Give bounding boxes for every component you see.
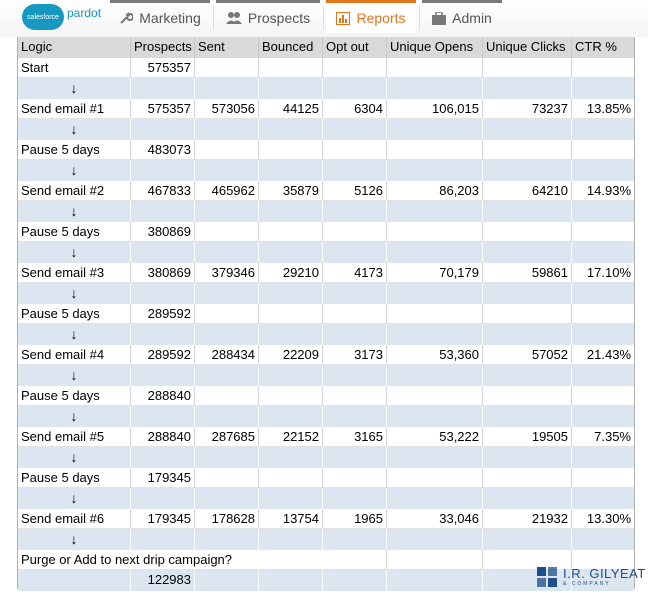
cell-unique-clicks[interactable]: [483, 304, 572, 325]
cell-unique-opens[interactable]: [387, 406, 483, 427]
cell-ctr[interactable]: [572, 386, 634, 407]
cell-prospects[interactable]: 467833: [131, 181, 195, 202]
cell-unique-opens[interactable]: [387, 447, 483, 468]
flow-arrow-icon[interactable]: ↓: [18, 242, 131, 263]
cell-opt-out[interactable]: [323, 529, 387, 550]
cell-ctr[interactable]: [572, 140, 634, 161]
cell-ctr[interactable]: [572, 365, 634, 386]
cell-unique-clicks[interactable]: [483, 78, 572, 99]
cell-ctr[interactable]: [572, 406, 634, 427]
cell-logic[interactable]: Pause 5 days: [18, 222, 131, 243]
cell-prospects[interactable]: 179345: [131, 509, 195, 530]
cell-unique-opens[interactable]: [387, 529, 483, 550]
cell-unique-clicks[interactable]: 59861: [483, 263, 572, 284]
cell-ctr[interactable]: [572, 242, 634, 263]
cell-prospects[interactable]: 288840: [131, 386, 195, 407]
cell-opt-out[interactable]: 4173: [323, 263, 387, 284]
cell-sent[interactable]: [195, 488, 259, 509]
cell-prospects[interactable]: [131, 447, 195, 468]
cell-ctr[interactable]: [572, 447, 634, 468]
pardot-wordmark: pardot: [67, 6, 102, 20]
cell-ctr[interactable]: [572, 58, 634, 79]
cell-sent[interactable]: [195, 570, 259, 591]
cell-prospects[interactable]: 380869: [131, 222, 195, 243]
table-row: [18, 263, 634, 284]
tab-marketing[interactable]: Marketing: [110, 0, 210, 33]
cell-unique-clicks[interactable]: [483, 447, 572, 468]
cell-unique-clicks[interactable]: 21932: [483, 509, 572, 530]
cell-ctr[interactable]: [572, 160, 634, 181]
cell-opt-out[interactable]: [323, 570, 387, 591]
cell-unique-clicks[interactable]: [483, 119, 572, 140]
cell-prospects[interactable]: 179345: [131, 468, 195, 489]
table-row: [18, 468, 634, 489]
header-logic[interactable]: Logic: [18, 37, 131, 58]
cell-sent[interactable]: [195, 324, 259, 345]
header-bounced[interactable]: Bounced: [259, 37, 323, 58]
cell-opt-out[interactable]: 3165: [323, 427, 387, 448]
cell-bounced[interactable]: [259, 160, 323, 181]
cell-unique-opens[interactable]: [387, 365, 483, 386]
cell-ctr[interactable]: 13.30%: [586, 510, 631, 526]
cell-prospects[interactable]: [131, 201, 195, 222]
cell-prospects[interactable]: 289592: [131, 304, 195, 325]
arrow-row: [18, 447, 634, 468]
cell-unique-opens[interactable]: [387, 304, 483, 325]
cell-unique-opens[interactable]: [387, 468, 483, 489]
cell-unique-opens[interactable]: 33,046: [387, 509, 483, 530]
cell-opt-out[interactable]: [323, 140, 387, 161]
header-row: [18, 37, 634, 58]
gilyeat-name: I.R. GILYEAT: [563, 566, 646, 581]
cell-unique-clicks[interactable]: [483, 488, 572, 509]
cell-opt-out[interactable]: [323, 324, 387, 345]
cell-prospects[interactable]: [131, 406, 195, 427]
cell-sent[interactable]: [195, 304, 259, 325]
flow-arrow-icon[interactable]: ↓: [18, 160, 131, 181]
cell-bounced[interactable]: [259, 488, 323, 509]
cell-opt-out[interactable]: [323, 386, 387, 407]
cell-bounced[interactable]: [259, 550, 323, 571]
cell-unique-opens[interactable]: [387, 78, 483, 99]
cell-bounced[interactable]: 29210: [259, 263, 323, 284]
cell-bounced[interactable]: 44125: [259, 99, 323, 120]
cell-ctr[interactable]: [572, 119, 634, 140]
cell-bounced[interactable]: [259, 78, 323, 99]
cell-logic[interactable]: [18, 570, 131, 591]
cell-bounced[interactable]: [259, 365, 323, 386]
cell-unique-opens[interactable]: [387, 222, 483, 243]
cell-sent[interactable]: 288434: [195, 345, 259, 366]
cell-opt-out[interactable]: [323, 488, 387, 509]
cell-bounced[interactable]: 35879: [259, 181, 323, 202]
gilyeat-mark-icon: [537, 567, 557, 587]
cell-sent[interactable]: [195, 119, 259, 140]
cell-logic[interactable]: Send email #2: [18, 181, 131, 202]
cell-unique-clicks[interactable]: [483, 283, 572, 304]
cell-bounced[interactable]: [259, 242, 323, 263]
cell-sent[interactable]: [195, 160, 259, 181]
header-ctr[interactable]: CTR %: [575, 39, 617, 54]
flow-arrow-icon[interactable]: ↓: [18, 365, 131, 386]
cell-sent[interactable]: [195, 406, 259, 427]
cell-bounced[interactable]: [259, 570, 323, 591]
cell-unique-clicks[interactable]: [483, 58, 572, 79]
cell-bounced[interactable]: [259, 304, 323, 325]
cell-unique-opens[interactable]: 86,203: [387, 181, 483, 202]
cell-opt-out[interactable]: [323, 119, 387, 140]
cell-sent[interactable]: [195, 201, 259, 222]
cell-unique-clicks[interactable]: [483, 406, 572, 427]
arrow-row: [18, 365, 634, 386]
cell-opt-out[interactable]: 6304: [323, 99, 387, 120]
cell-unique-opens[interactable]: [387, 140, 483, 161]
cell-prospects[interactable]: [131, 324, 195, 345]
cell-sent[interactable]: [195, 365, 259, 386]
cell-prospects[interactable]: [131, 283, 195, 304]
cell-ctr[interactable]: [572, 324, 634, 345]
cell-sent[interactable]: [195, 468, 259, 489]
users-icon: [226, 11, 242, 25]
arrow-row: [18, 324, 634, 345]
cell-unique-opens[interactable]: [387, 386, 483, 407]
cell-unique-opens[interactable]: [387, 550, 483, 571]
cell-opt-out[interactable]: [323, 242, 387, 263]
arrow-row: [18, 242, 634, 263]
cell-bounced[interactable]: [259, 140, 323, 161]
cell-unique-opens[interactable]: 53,360: [387, 345, 483, 366]
cell-unique-opens[interactable]: [387, 58, 483, 79]
header-sent[interactable]: Sent: [195, 37, 259, 58]
cell-bounced[interactable]: [259, 529, 323, 550]
wrench-icon: [119, 11, 133, 25]
cell-opt-out[interactable]: 3173: [323, 345, 387, 366]
arrow-row: [18, 201, 634, 222]
table-row: [18, 427, 634, 448]
cell-ctr[interactable]: [572, 222, 634, 243]
table-row: [18, 99, 634, 120]
cell-ctr[interactable]: 13.85%: [586, 100, 631, 116]
cell-unique-clicks[interactable]: [483, 222, 572, 243]
cell-unique-opens[interactable]: [387, 488, 483, 509]
cell-logic[interactable]: Pause 5 days: [18, 468, 131, 489]
drip-campaign-sheet: [17, 37, 635, 589]
cell-unique-opens[interactable]: 70,179: [387, 263, 483, 284]
cell-logic[interactable]: Pause 5 days: [18, 386, 131, 407]
cell-opt-out[interactable]: [323, 365, 387, 386]
cell-ctr[interactable]: 21.43%: [586, 346, 631, 362]
flow-arrow-icon[interactable]: ↓: [18, 324, 131, 345]
cell-unique-clicks[interactable]: [483, 201, 572, 222]
cell-logic[interactable]: Send email #5: [18, 427, 131, 448]
arrow-row: [18, 283, 634, 304]
cell-ctr[interactable]: [572, 529, 634, 550]
table-row: [18, 58, 634, 79]
cell-sent[interactable]: [195, 283, 259, 304]
table-row: [18, 222, 634, 243]
cell-unique-clicks[interactable]: [483, 242, 572, 263]
cell-prospects[interactable]: [131, 119, 195, 140]
cell-opt-out[interactable]: [323, 406, 387, 427]
cell-opt-out[interactable]: [323, 447, 387, 468]
flow-arrow-icon[interactable]: ↓: [18, 406, 131, 427]
cell-unique-clicks[interactable]: [483, 160, 572, 181]
arrow-row: [18, 488, 634, 509]
cell-sent[interactable]: [195, 386, 259, 407]
cell-logic[interactable]: Send email #3: [18, 263, 131, 284]
cell-prospects[interactable]: [131, 160, 195, 181]
cell-logic[interactable]: Send email #4: [18, 345, 131, 366]
cell-ctr[interactable]: 7.35%: [594, 428, 631, 444]
cell-opt-out[interactable]: [323, 222, 387, 243]
cell-unique-clicks[interactable]: [483, 468, 572, 489]
flow-arrow-icon[interactable]: ↓: [18, 119, 131, 140]
cell-prospects[interactable]: 575357: [131, 99, 195, 120]
cell-opt-out[interactable]: [323, 468, 387, 489]
cell-bounced[interactable]: [259, 283, 323, 304]
cell-opt-out[interactable]: [323, 201, 387, 222]
cell-bounced[interactable]: [259, 222, 323, 243]
cell-unique-opens[interactable]: 53,222: [387, 427, 483, 448]
cell-unique-clicks[interactable]: 64210: [483, 181, 572, 202]
cell-bounced[interactable]: [259, 386, 323, 407]
table-row: [18, 304, 634, 325]
flow-arrow-icon[interactable]: ↓: [18, 201, 131, 222]
cell-unique-clicks[interactable]: 73237: [483, 99, 572, 120]
cell-bounced[interactable]: [259, 406, 323, 427]
cell-logic[interactable]: Pause 5 days: [18, 140, 131, 161]
table-row: [18, 386, 634, 407]
cell-prospects[interactable]: [131, 242, 195, 263]
cell-ctr[interactable]: [572, 304, 634, 325]
cell-unique-clicks[interactable]: [483, 140, 572, 161]
cell-bounced[interactable]: [259, 468, 323, 489]
cell-bounced[interactable]: [259, 119, 323, 140]
cell-sent[interactable]: 573056: [195, 99, 259, 120]
arrow-row: [18, 160, 634, 181]
cell-unique-opens[interactable]: [387, 160, 483, 181]
tab-admin[interactable]: Admin: [422, 0, 502, 33]
cell-prospects[interactable]: 122983: [131, 570, 195, 591]
cell-unique-opens[interactable]: 106,015: [387, 99, 483, 120]
arrow-row: [18, 406, 634, 427]
cell-ctr[interactable]: [572, 468, 634, 489]
flow-arrow-icon[interactable]: ↓: [18, 447, 131, 468]
arrow-row: [18, 119, 634, 140]
cell-unique-opens[interactable]: [387, 324, 483, 345]
cell-sent[interactable]: 465962: [195, 181, 259, 202]
table-row: [18, 140, 634, 161]
cell-logic[interactable]: Pause 5 days: [18, 304, 131, 325]
cell-prospects[interactable]: 288840: [131, 427, 195, 448]
briefcase-icon: [432, 12, 446, 25]
cell-prospects[interactable]: 575357: [131, 58, 195, 79]
header-unique-opens[interactable]: Unique Opens: [387, 37, 483, 58]
cell-ctr[interactable]: [572, 78, 634, 99]
cell-bounced[interactable]: 13754: [259, 509, 323, 530]
cell-opt-out[interactable]: [323, 550, 387, 571]
gilyeat-sub: & COMPANY: [563, 581, 611, 587]
cell-sent[interactable]: [195, 78, 259, 99]
cell-ctr[interactable]: [572, 488, 634, 509]
cell-prospects[interactable]: [131, 488, 195, 509]
table-row: [18, 509, 634, 530]
cell-sent[interactable]: [195, 222, 259, 243]
header-unique-clicks[interactable]: Unique Clicks: [483, 37, 572, 58]
flow-arrow-icon[interactable]: ↓: [18, 529, 131, 550]
cell-sent[interactable]: [195, 447, 259, 468]
cell-bounced[interactable]: [259, 201, 323, 222]
table-row: [18, 345, 634, 366]
app-nav-bar: [0, 0, 648, 37]
tab-reports[interactable]: Reports: [326, 0, 416, 33]
cell-unique-opens[interactable]: [387, 201, 483, 222]
cell-opt-out[interactable]: 5126: [323, 181, 387, 202]
cell-bounced[interactable]: [259, 447, 323, 468]
cell-logic[interactable]: Purge or Add to next drip campaign?: [21, 551, 233, 567]
cell-ctr[interactable]: 17.10%: [586, 264, 631, 280]
cell-logic[interactable]: Start: [18, 58, 131, 79]
cell-ctr[interactable]: [572, 201, 634, 222]
cell-unique-opens[interactable]: [387, 242, 483, 263]
cell-sent[interactable]: [195, 58, 259, 79]
arrow-row: [18, 529, 634, 550]
cell-prospects[interactable]: [131, 78, 195, 99]
table-row: [18, 181, 634, 202]
bar-chart-icon: [336, 12, 350, 25]
header-prospects[interactable]: Prospects: [131, 37, 195, 58]
cell-prospects[interactable]: [131, 529, 195, 550]
ir-gilyeat-logo: [537, 566, 646, 587]
cell-opt-out[interactable]: [323, 283, 387, 304]
cell-sent[interactable]: [195, 529, 259, 550]
header-opt-out[interactable]: Opt out: [323, 37, 387, 58]
pardot-logo[interactable]: [22, 4, 101, 30]
cell-unique-opens[interactable]: [387, 570, 483, 591]
cell-bounced[interactable]: 22152: [259, 427, 323, 448]
cell-prospects[interactable]: 380869: [131, 263, 195, 284]
cell-prospects[interactable]: 483073: [131, 140, 195, 161]
flow-arrow-icon[interactable]: ↓: [18, 283, 131, 304]
arrow-row: [18, 78, 634, 99]
cell-ctr[interactable]: 14.93%: [586, 182, 631, 198]
cell-opt-out[interactable]: [323, 58, 387, 79]
cell-unique-opens[interactable]: [387, 283, 483, 304]
cell-bounced[interactable]: [259, 324, 323, 345]
cell-unique-clicks[interactable]: [483, 386, 572, 407]
tab-prospects[interactable]: Prospects: [216, 0, 320, 33]
cell-unique-clicks[interactable]: [483, 365, 572, 386]
cell-bounced[interactable]: [259, 58, 323, 79]
cell-unique-clicks[interactable]: [483, 324, 572, 345]
cell-unique-opens[interactable]: [387, 119, 483, 140]
cell-opt-out[interactable]: [323, 304, 387, 325]
cell-prospects[interactable]: [131, 365, 195, 386]
cell-logic[interactable]: Send email #1: [18, 99, 131, 120]
flow-arrow-icon[interactable]: ↓: [18, 488, 131, 509]
cell-opt-out[interactable]: [323, 160, 387, 181]
cell-opt-out[interactable]: 1965: [323, 509, 387, 530]
cell-prospects[interactable]: 289592: [131, 345, 195, 366]
cell-unique-clicks[interactable]: [483, 529, 572, 550]
cell-unique-clicks[interactable]: 57052: [483, 345, 572, 366]
cell-opt-out[interactable]: [323, 78, 387, 99]
cell-sent[interactable]: 178628: [195, 509, 259, 530]
cell-sent[interactable]: [195, 242, 259, 263]
cell-sent[interactable]: 379346: [195, 263, 259, 284]
flow-arrow-icon[interactable]: ↓: [18, 78, 131, 99]
cell-ctr[interactable]: [572, 283, 634, 304]
salesforce-cloud-icon: salesforce: [22, 4, 64, 30]
cell-logic[interactable]: Send email #6: [18, 509, 131, 530]
cell-bounced[interactable]: 22209: [259, 345, 323, 366]
cell-sent[interactable]: [195, 140, 259, 161]
cell-sent[interactable]: 287685: [195, 427, 259, 448]
cell-unique-clicks[interactable]: 19505: [483, 427, 572, 448]
